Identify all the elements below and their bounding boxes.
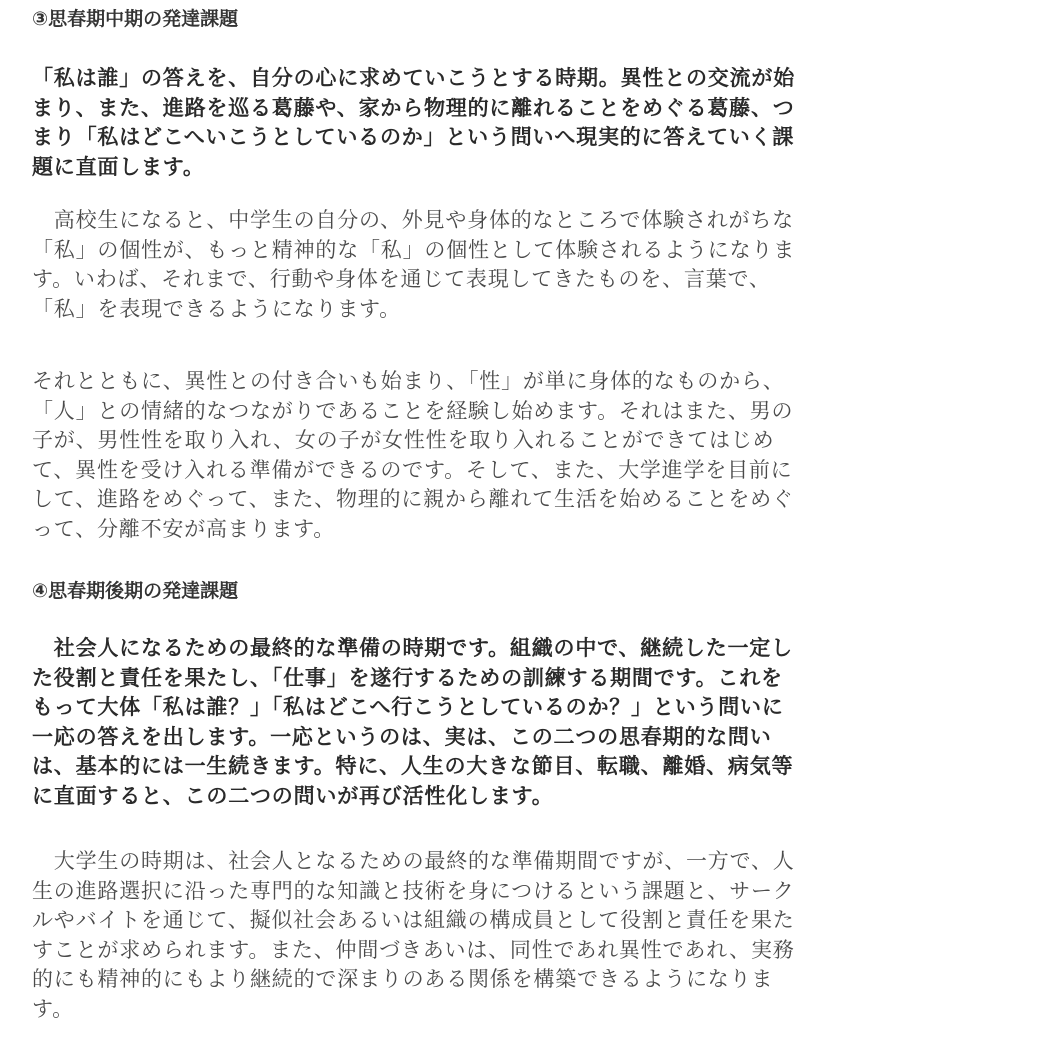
section3-paragraph-2 — [32, 367, 1012, 545]
text-line: って、分離不安が高まります。 — [32, 516, 336, 541]
text-line: 的にも精神的にもより継続的で深まりのある関係を構築できるようになりま — [32, 967, 774, 992]
text-line: す。いわば、それまで、行動や身体を通じて表現してきたものを、言葉で、 — [32, 267, 771, 292]
section3-heading: ③思春期中期の発達課題 — [32, 8, 239, 30]
text-line: 「私」を表現できるようになります。 — [32, 296, 401, 321]
text-line: 子が、男性性を取り入れ、女の子が女性性を取り入れることができてはじめ — [32, 428, 775, 453]
text-line: まり「私はどこへいこうとしているのか」という問いへ現実的に答えていく課 — [32, 125, 795, 150]
text-line: まり、また、進路を巡る葛藤や、家から物理的に離れることをめぐる葛藤、つ — [32, 95, 795, 120]
text-line: た役割と責任を果たし、「仕事」を遂行するための訓練する期間です。これを — [32, 665, 783, 690]
text-line: それとともに、異性との付き合いも始まり、「性」が単に身体的なものから、 — [32, 369, 785, 393]
section4-heading: ④思春期後期の発達課題 — [32, 580, 239, 602]
text-line: 一応の答えを出します。一応というのは、実は、この二つの思春期的な問い — [32, 724, 772, 749]
text-line: すことが求められます。また、仲間づきあいは、同性であれ異性であれ、実務 — [32, 937, 795, 962]
text-line: 社会人になるための最終的な準備の時期です。組織の中で、継続した一定し — [32, 636, 793, 660]
text-line: ルやバイトを通じて、擬似社会あるいは組織の構成員として役割と責任を果た — [32, 908, 795, 933]
text-line: 「私は誰」の答えを、自分の心に求めていこうとする時期。異性との交流が始 — [32, 66, 795, 90]
text-line: て、異性を受け入れる準備ができるのです。そして、また、大学進学を目前に — [32, 457, 793, 482]
text-line: 「人」との情緒的なつながりであることを経験し始めます。それはまた、男の — [32, 398, 794, 423]
text-line: もって大体「私は誰？」「私はどこへ行こうとしているのか？」という問いに — [32, 695, 784, 720]
section4-paragraph-1 — [32, 847, 1012, 1025]
text-line: に直面すると、この二つの問いが再び活性化します。 — [32, 783, 554, 808]
text-line: 題に直面します。 — [32, 154, 205, 179]
text-line: 「私」の個性が、もっと精神的な「私」の個性として体験されるようになりま — [32, 237, 795, 262]
text-line: す。 — [32, 996, 74, 1021]
text-line: して、進路をめぐって、また、物理的に親から離れて生活を始めることをめぐ — [32, 487, 794, 512]
text-line: 大学生の時期は、社会人となるための最終的な準備期間ですが、一方で、人 — [32, 849, 795, 873]
text-line: は、基本的には一生続きます。特に、人生の大きな節目、転職、離婚、病気等 — [32, 754, 794, 779]
section3-lead-paragraph — [32, 64, 1012, 182]
section3-paragraph-1 — [32, 206, 1012, 324]
text-line: 高校生になると、中学生の自分の、外見や身体的なところで体験されがちな — [32, 208, 794, 232]
text-line: 生の進路選択に沿った専門的な知識と技術を身につけるという課題と、サーク — [32, 878, 795, 903]
section4-lead-paragraph — [32, 634, 1012, 812]
